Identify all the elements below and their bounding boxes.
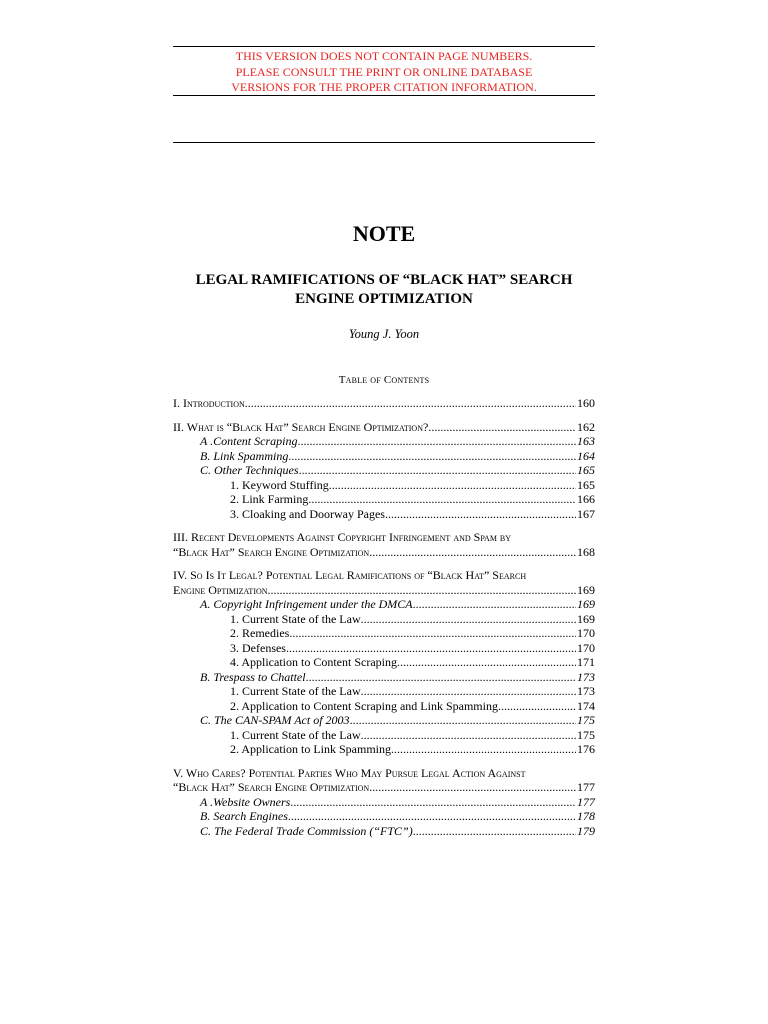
toc-page-number: 166 [577,492,595,506]
toc-leader-dots [498,699,576,714]
toc-entry-introduction[interactable] [173,396,595,411]
toc-page-number: 176 [577,742,595,756]
toc-entry-search-engines[interactable] [173,809,595,824]
toc-page-number: 178 [577,809,595,823]
toc-entry-what-is-black-hat[interactable] [173,420,595,435]
toc-page-number: 175 [577,727,595,742]
toc-entry-defenses[interactable] [173,641,595,656]
notice-line-2: PLEASE CONSULT THE PRINT OR ONLINE DATABASE [235,64,533,79]
toc-entry-label: A .Website Owners [200,794,291,809]
toc-entry-who-cares[interactable] [173,780,595,795]
toc-entry-label: 3. Cloaking and Doorway Pages [230,506,385,521]
toc-leader-dots [361,684,576,699]
article-title-line-1: LEGAL RAMIFICATIONS OF “BLACK HAT” SEARCH [195,272,573,288]
toc-entry-application-content-scraping[interactable] [173,655,595,670]
notice-line-3: VERSIONS FOR THE PROPER CITATION INFORMATION. [231,80,537,95]
toc-entry-recent-developments[interactable] [173,545,595,560]
notice-bottom-rule [173,95,595,96]
toc-page-number: 165 [577,477,595,492]
toc-entry-label: C. Other Techniques [200,463,299,477]
toc-entry-is-it-legal[interactable] [173,583,595,598]
toc-leader-dots [299,463,576,478]
toc-leader-dots [428,420,576,435]
toc-entry-label: “Black Hat” Search Engine Optimization [173,544,370,559]
toc-page-number: 170 [577,640,595,655]
toc-leader-dots [288,449,576,464]
toc-entry-is-it-legal-line-1 [173,568,595,583]
toc-page-number: 175 [577,713,595,727]
toc-entry-trespass-current-law[interactable] [173,684,595,699]
toc-entry-website-owners[interactable] [173,795,595,810]
toc-page-number: 167 [577,506,595,521]
toc-entry-label: 1. Current State of the Law [230,684,361,698]
toc-entry-label: B. Search Engines [200,809,288,823]
toc-page-number: 168 [577,544,595,559]
toc-leader-dots [297,434,576,449]
toc-page-number: 177 [577,794,595,809]
author-name: Young J. Yoon [348,327,420,341]
toc-page-number: 173 [577,684,595,698]
toc-entry-copyright-dmca[interactable] [173,597,595,612]
toc-entry-label: 1. Keyword Stuffing [230,477,329,492]
toc-page-number: 169 [577,597,595,611]
toc-entry-label: C. The CAN-SPAM Act of 2003 [200,713,350,727]
toc-entry-dmca-current-law[interactable] [173,612,595,627]
toc-page-number: 162 [577,419,595,434]
table-of-contents [173,396,595,838]
toc-entry-label: “Black Hat” Search Engine Optimization [173,780,370,794]
toc-entry-label: A. Copyright Infringement under the DMCA [200,597,413,611]
toc-page-number: 170 [577,626,595,640]
toc-entry-trespass-to-chattel[interactable] [173,670,595,685]
toc-entry-ftc[interactable] [173,824,595,839]
toc-leader-dots [329,478,576,493]
toc-entry-label: 2. Application to Content Scraping and Link Spamming [230,698,498,713]
notice-line-1: THIS VERSION DOES NOT CONTAIN PAGE NUMBERS. [235,49,533,63]
toc-entry-label: 2. Application to Link Spamming [230,742,391,756]
note-heading: NOTE [352,221,416,246]
toc-page-number: 179 [577,823,595,838]
toc-entry-label: 3. Defenses [230,640,286,655]
toc-leader-dots [369,780,576,795]
citation-notice [173,49,595,96]
toc-leader-dots [268,583,576,598]
toc-entry-keyword-stuffing[interactable] [173,478,595,493]
toc-entry-label: II. What is “Black Hat” Search Engine Optimization? [173,419,429,434]
toc-entry-content-scraping[interactable] [173,434,595,449]
toc-entry-remedies[interactable] [173,626,595,641]
toc-leader-dots [369,545,576,560]
toc-leader-dots [290,795,576,810]
toc-entry-application-scraping-spamming[interactable] [173,699,595,714]
toc-leader-dots [361,612,576,627]
toc-entry-label: III. Recent Developments Against Copyright Infringement and Spam by [173,530,512,544]
toc-entry-label: 4. Application to Content Scraping [230,655,397,669]
toc-page-number: 169 [577,611,595,626]
toc-entry-label: Engine Optimization [173,582,268,597]
toc-page-number: 174 [577,698,595,713]
toc-page-number: 165 [577,463,595,477]
toc-leader-dots [385,507,576,522]
article-title-line-2: ENGINE OPTIMIZATION [295,291,473,307]
toc-page-number: 171 [577,655,595,669]
toc-entry-label: B. Link Spamming [200,448,289,463]
toc-entry-link-farming[interactable] [173,492,595,507]
toc-leader-dots [413,597,576,612]
toc-entry-label: A .Content Scraping [200,434,298,448]
toc-entry-label: 1. Current State of the Law [230,727,361,742]
toc-entry-can-spam-current-law[interactable] [173,728,595,743]
toc-page-number: 177 [577,780,595,794]
toc-leader-dots [397,655,576,670]
toc-leader-dots [286,641,576,656]
header-rule [173,142,595,143]
toc-entry-can-spam-act[interactable] [173,713,595,728]
toc-entry-label: V. Who Cares? Potential Parties Who May Pursue Legal Action Against [173,765,526,780]
toc-page-number: 163 [577,434,595,448]
toc-leader-dots [306,670,576,685]
article-title [173,271,595,309]
toc-leader-dots [361,728,576,743]
toc-leader-dots [391,742,576,757]
toc-page-number: 173 [577,669,595,684]
toc-entry-label: 2. Remedies [230,626,290,640]
toc-entry-recent-developments-line-1 [173,530,595,545]
toc-leader-dots [350,713,576,728]
toc-leader-dots [245,396,576,411]
toc-entry-who-cares-line-1 [173,766,595,781]
toc-heading: Table of Contents [338,374,430,386]
toc-entry-other-techniques[interactable] [173,463,595,478]
toc-leader-dots [413,824,576,839]
toc-entry-label: IV. So Is It Legal? Potential Legal Ramifications of “Black Hat” Search [173,568,527,582]
toc-entry-cloaking[interactable] [173,507,595,522]
toc-leader-dots [308,492,576,507]
toc-leader-dots [288,809,576,824]
toc-entry-label: B. Trespass to Chattel [200,669,306,684]
toc-page-number: 169 [577,582,595,597]
toc-entry-link-spamming[interactable] [173,449,595,464]
toc-entry-label: C. The Federal Trade Commission (“FTC”) [200,823,413,838]
top-rule [173,46,595,47]
toc-entry-label: 2. Link Farming [230,492,309,506]
toc-page-number: 164 [577,448,595,463]
toc-leader-dots [289,626,576,641]
toc-entry-label: I. Introduction [173,396,245,410]
toc-page-number: 160 [577,396,595,410]
toc-entry-label: 1. Current State of the Law [230,611,361,626]
toc-entry-application-link-spamming[interactable] [173,742,595,757]
